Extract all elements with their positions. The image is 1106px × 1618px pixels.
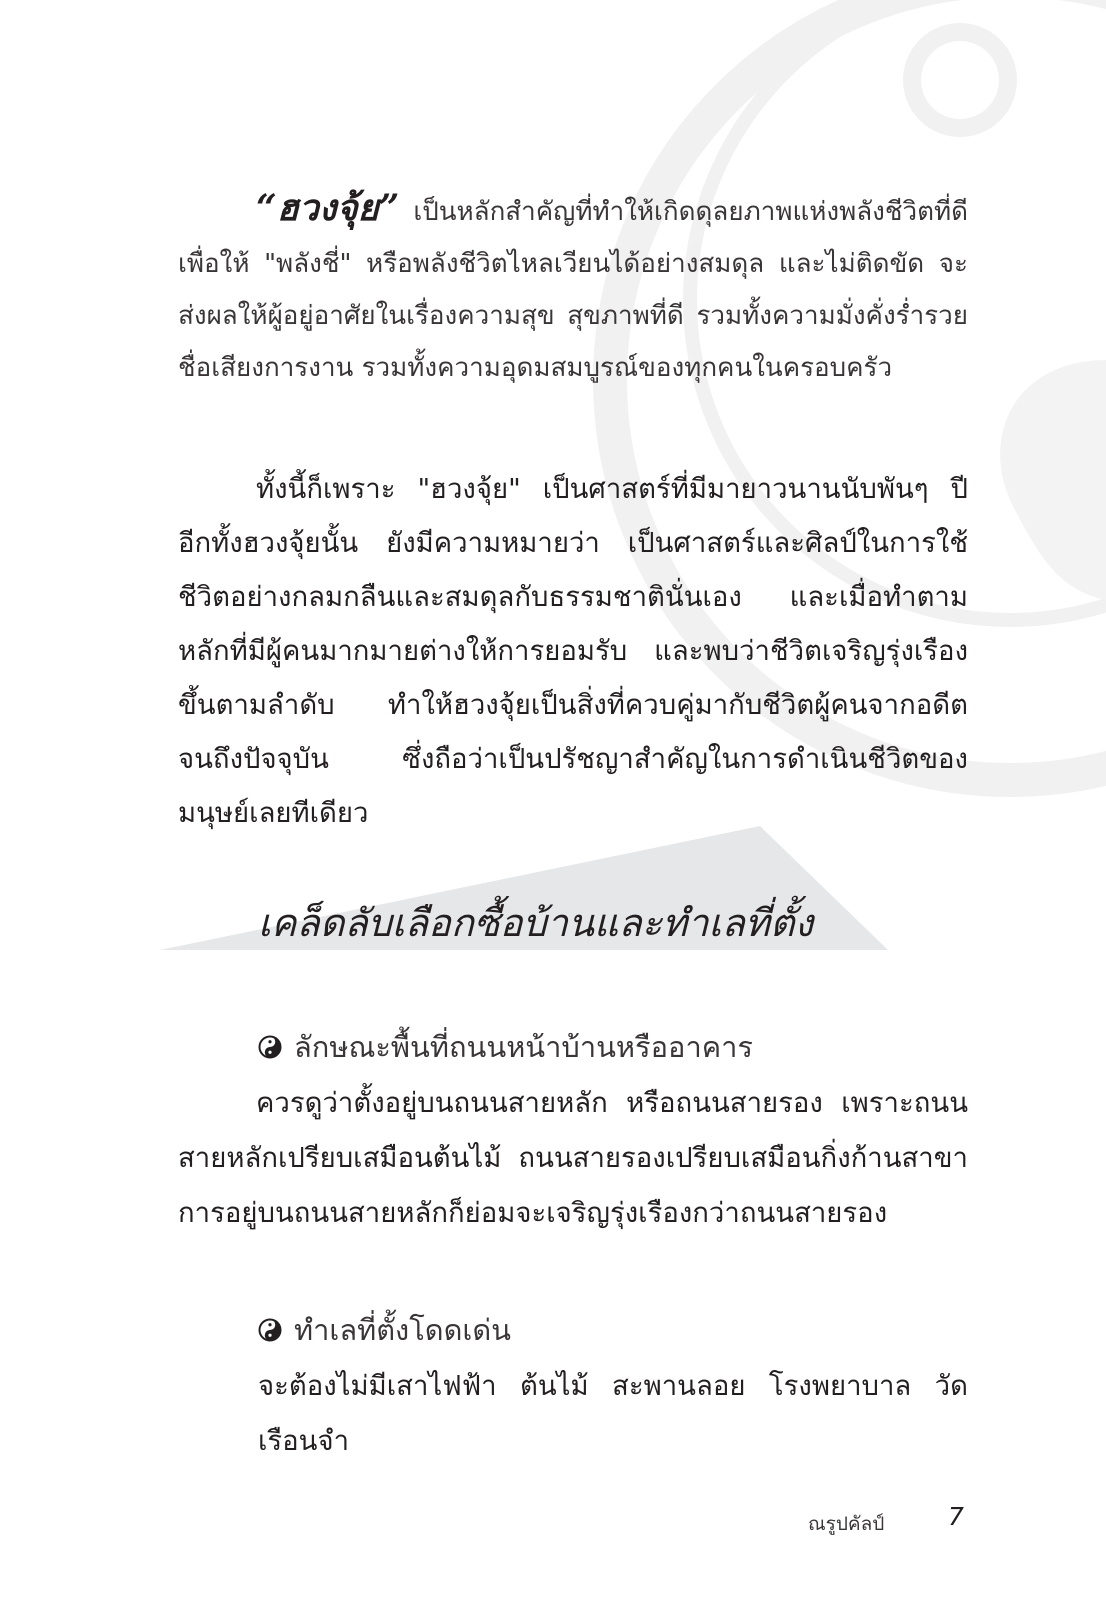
- paragraph-2: [178, 462, 968, 840]
- section-title: เคล็ดลับเลือกซื้อบ้านและทำเลที่ตั้ง: [258, 901, 814, 945]
- yin-yang-icon: [258, 1035, 282, 1059]
- subheading-road-label: ลักษณะพื้นที่ถนนหน้าบ้านหรืออาคาร: [294, 1030, 754, 1064]
- page-number: 7: [948, 1502, 964, 1531]
- subheading-location: [258, 1307, 511, 1353]
- yin-yang-icon: [258, 1318, 282, 1342]
- intro-highlight: “ฮวงจุ้ย”: [256, 187, 400, 229]
- location-paragraph: จะต้องไม่มีเสาไฟฟ้า ต้นไม้ สะพานลอย โรงพยาบาล วัด เรือนจำ: [258, 1370, 968, 1457]
- subheading-road: [258, 1024, 753, 1070]
- intro-text: เป็นหลักสำคัญที่ทำให้เกิดดุลยภาพแห่งพลังชีวิตที่ดี เพื่อให้ "พลังชี่" หรือพลังชีวิตไหลเวียนได้อย่างสมดุล และไม่ติดขัด จะส่งผลให้ผู้อยู่อาศัยในเรื่องความสุข สุขภาพที่ดี รวมทั้งความมั่งคั่งร่ำรวย ชื่อเสียงการงาน รวมทั้งความอุดมสมบูรณ์ของทุกคนในครอบครัว: [178, 197, 968, 383]
- running-footer-title: ณรูปคัลป์: [808, 1513, 885, 1535]
- road-paragraph: [178, 1076, 968, 1241]
- road-paragraph-text: ควรดูว่าตั้งอยู่บนถนนสายหลัก หรือถนนสายรอง เพราะถนนสายหลักเปรียบเสมือนต้นไม้ ถนนสายรองเปรียบเสมือนกิ่งก้านสาขา การอยู่บนถนนสายหลักก็ย่อมจะเจริญรุ่งเรืองกว่าถนนสายรอง: [178, 1087, 968, 1229]
- paragraph-2-text: ทั้งนี้ก็เพราะ "ฮวงจุ้ย" เป็นศาสตร์ที่มีมายาวนานนับพันๆ ปี อีกทั้งฮวงจุ้ยนั้น ยังมีความหมายว่า เป็นศาสตร์และศิลป์ในการใช้ชีวิตอย่างกลมกลืนและสมดุลกับธรรมชาตินั่นเอง และเมื่อทำตามหลักที่มีผู้คนมากมายต่างให้การยอมรับ และพบว่าชีวิตเจริญรุ่งเรืองขึ้นตามลำดับ ทำให้ฮวงจุ้ยเป็นสิ่งที่ควบคู่มากับชีวิตผู้คนจากอดีตจนถึงปัจจุบัน ซึ่งถือว่าเป็นปรัชญาสำคัญในการดำเนินชีวิตของมนุษย์เลยทีเดียว: [178, 473, 968, 829]
- subheading-location-label: ทำเลที่ตั้งโดดเด่น: [294, 1313, 512, 1347]
- intro-paragraph: [178, 182, 968, 394]
